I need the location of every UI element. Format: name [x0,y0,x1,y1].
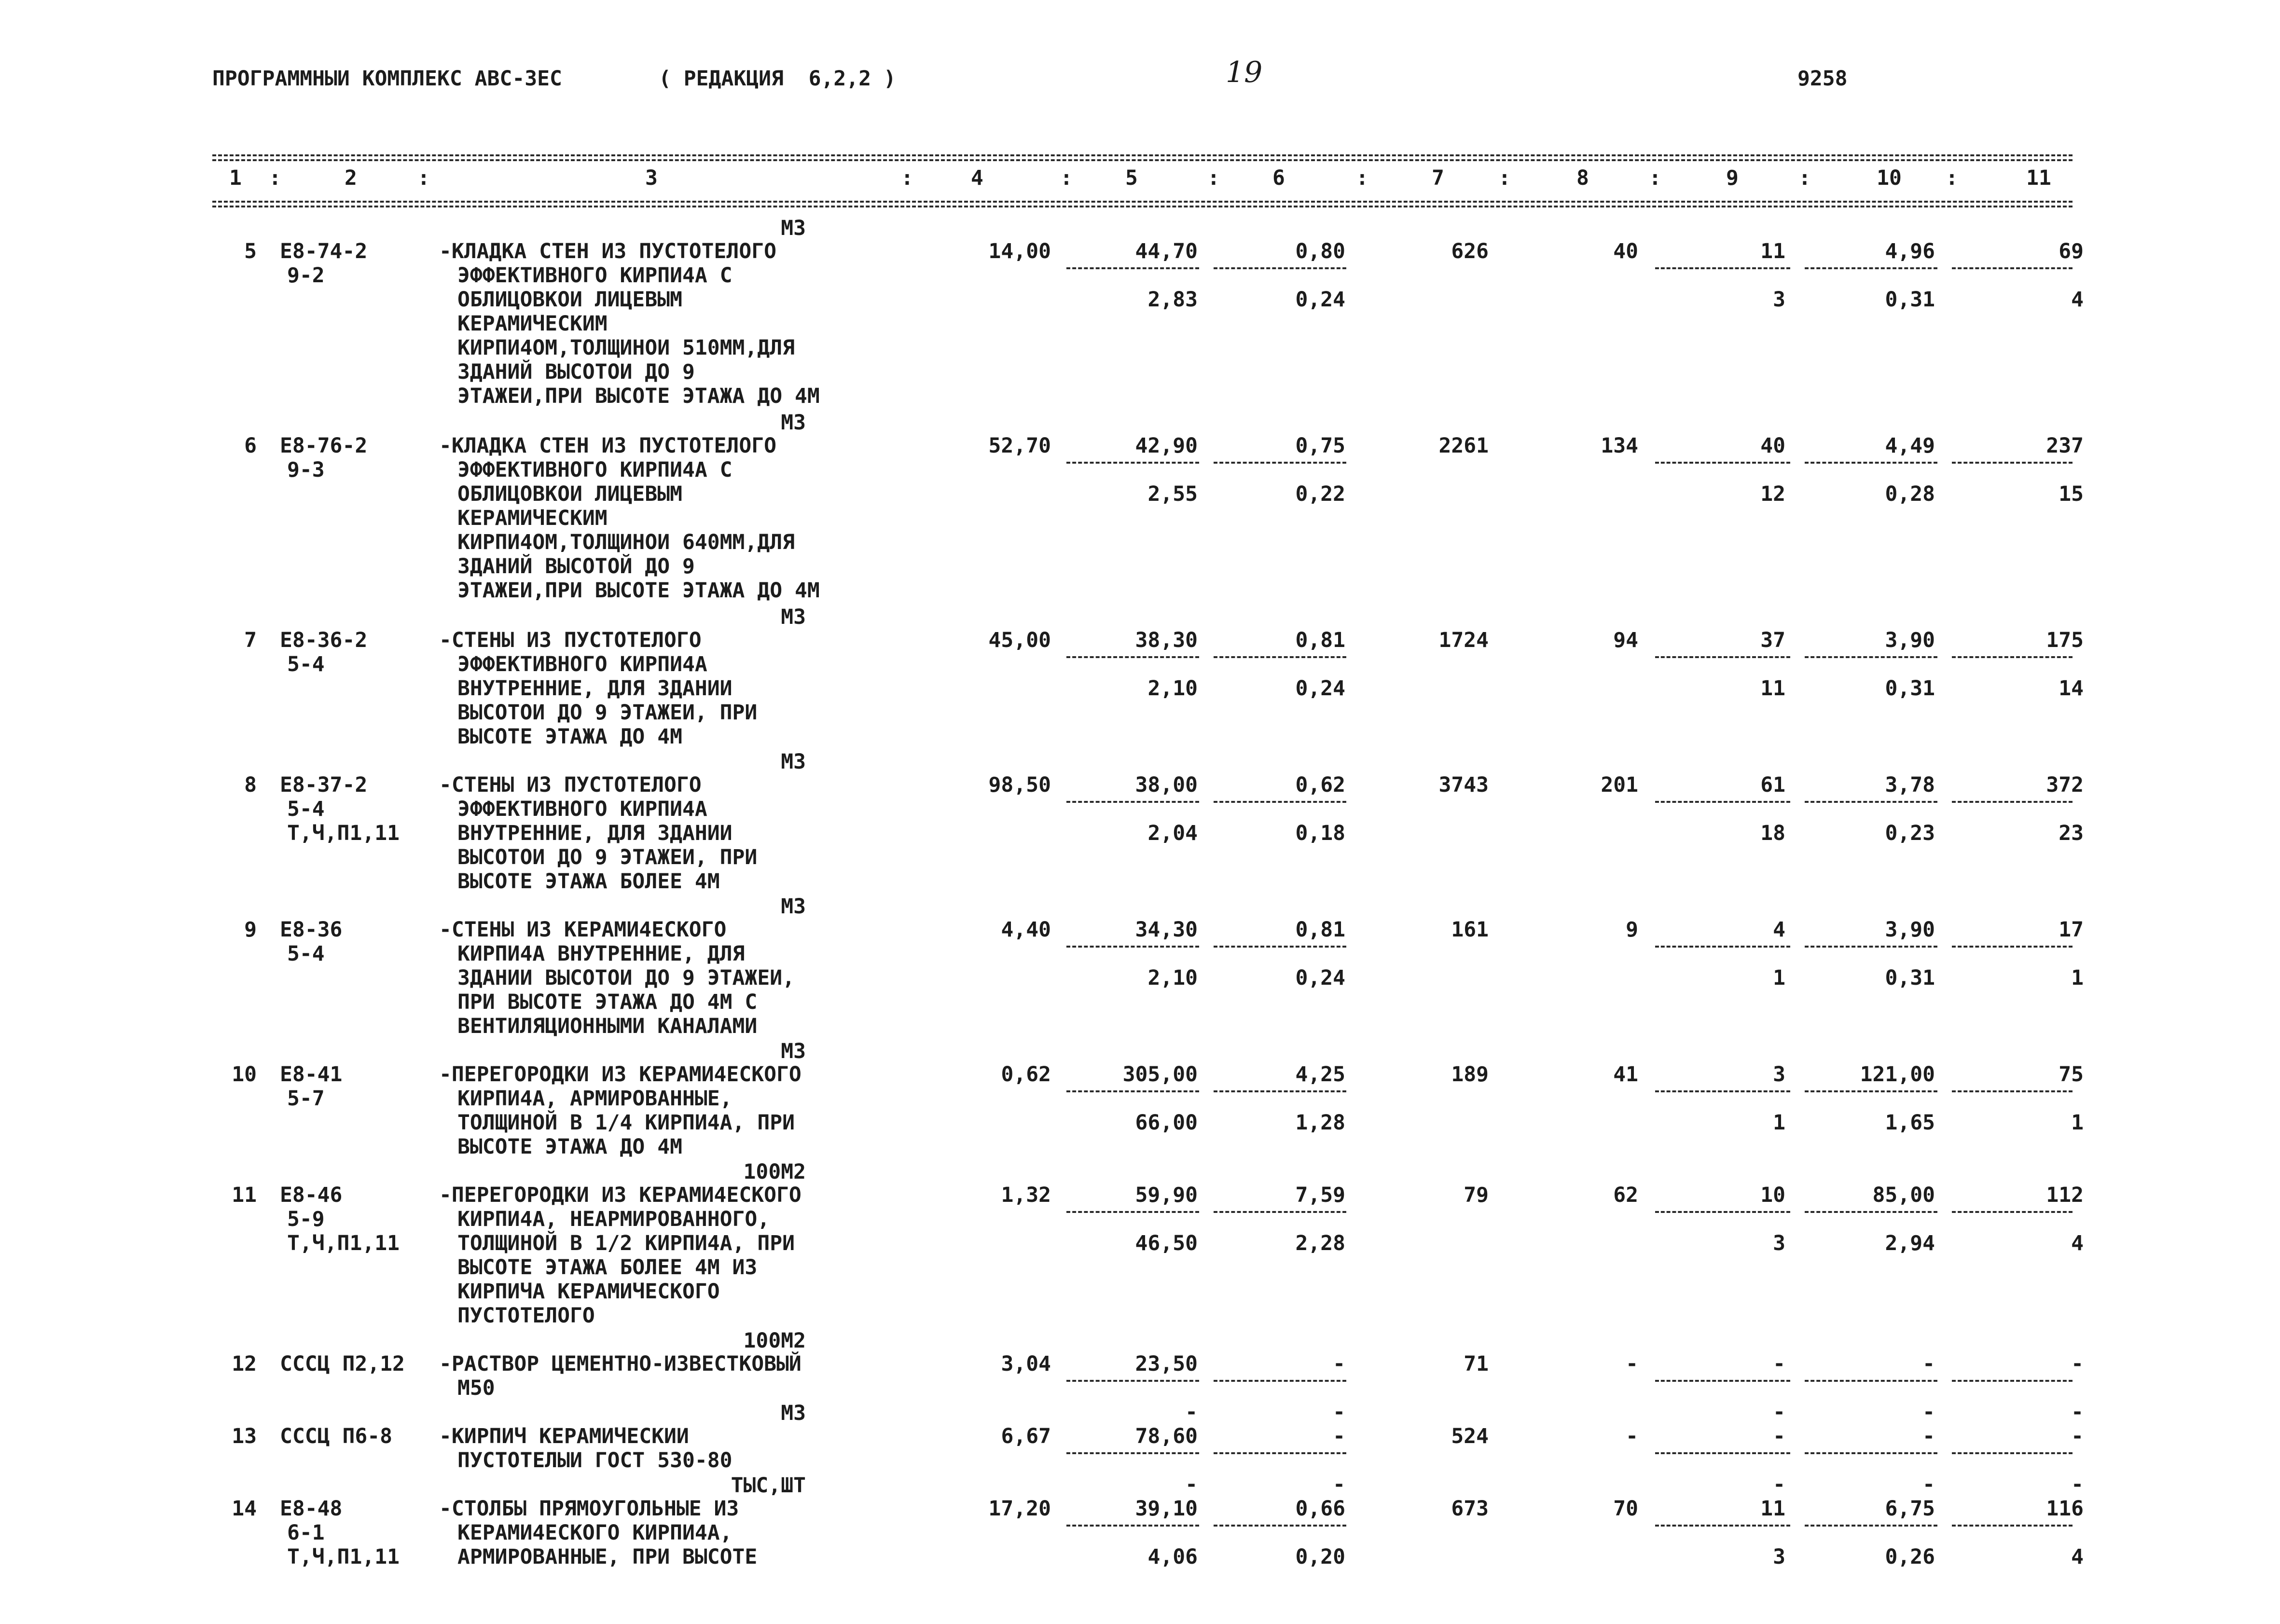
unit-price-sub-c6: - [1333,1400,1345,1424]
work-description: ЗДАНИЙ ВЫСОТОИ ДО 9 [457,360,695,384]
quantity-value: 3,04 [1001,1352,1051,1376]
fraction-line [1214,1211,1346,1213]
work-description: -СТЕНЫ ИЗ КЕРАМИ4ЕСКОГО [439,918,727,942]
column-separator: : [901,166,913,190]
wage-value: - [1626,1424,1638,1448]
document-code: 9258 [1797,67,1848,91]
work-description: -РАСТВОР ЦЕМЕНТНО-ИЗВЕСТКОВЫЙ [439,1352,801,1376]
unit-price-sub-c5: - [1185,1400,1198,1424]
row-number: 11 [232,1183,257,1207]
unit-price-c10: 4,96 [1885,239,1935,263]
unit-price-c10: 121,00 [1860,1062,1935,1087]
wage-value: 94 [1613,628,1638,652]
unit-price-sub-c10: 0,31 [1885,676,1935,701]
unit-label: 100М2 [743,1160,806,1184]
column-header-8: 8 [1576,166,1589,190]
unit-price-sub-c10: 0,31 [1885,966,1935,990]
fraction-line [1214,1452,1346,1454]
unit-price-c11: 237 [2046,434,2084,458]
rate-code: Т,Ч,П1,11 [287,821,400,845]
fraction-line [1655,656,1790,658]
work-description: ВЫСОТЕ ЭТАЖА ДО 4М [457,1135,682,1159]
unit-price-sub-c9: 1 [1773,966,1785,990]
row-number: 8 [244,773,257,797]
quantity-value: 52,70 [988,434,1051,458]
unit-price-sub-c10: 0,23 [1885,821,1935,845]
fraction-line [1805,1452,1937,1454]
work-description: КИРПИ4ОМ,ТОЛЩИНОИ 510ММ,ДЛЯ [457,336,795,360]
fraction-line [1952,1090,2073,1092]
work-description: ЭФФЕКТИВНОГО КИРПИ4А [457,652,707,676]
work-description: КИРПИ4А, НЕАРМИРОВАННОГО, [457,1207,770,1231]
quantity-value: 98,50 [988,773,1051,797]
unit-price-c11: 75 [2059,1062,2084,1087]
unit-price-c11: 116 [2046,1497,2084,1521]
unit-price-sub-c6: 0,22 [1295,482,1345,506]
header-bottom-rule [212,201,2073,203]
quantity-value: 17,20 [988,1497,1051,1521]
unit-price-c9: - [1773,1424,1785,1448]
work-description: ВЫСОТЕ ЭТАЖА ДО 4М [457,725,682,749]
column-header-1: 1 [229,166,242,190]
quantity-value: 1,32 [1001,1183,1051,1207]
work-description: КЕРАМИЧЕСКИМ [457,312,608,336]
column-header-4: 4 [971,166,983,190]
unit-price-sub-c6: 0,18 [1295,821,1345,845]
unit-price-c6: 0,75 [1295,434,1345,458]
unit-price-c10: - [1922,1424,1935,1448]
work-description: -СТЕНЫ ИЗ ПУСТОТЕЛОГО [439,628,702,652]
work-description: ПУСТОТЕЛОГО [457,1304,595,1328]
unit-price-sub-c6: 0,24 [1295,676,1345,701]
unit-price-sub-c9: 12 [1760,482,1785,506]
wage-value: - [1626,1352,1638,1376]
unit-price-sub-c6: 1,28 [1295,1111,1345,1135]
unit-price-sub-c10: - [1922,1400,1935,1424]
work-description: АРМИРОВАННЫЕ, ПРИ ВЫСОТЕ [457,1545,758,1569]
unit-price-c9: 61 [1760,773,1785,797]
work-description: -ПЕРЕГОРОДКИ ИЗ КЕРАМИ4ЕСКОГО [439,1062,801,1087]
unit-price-sub-c9: - [1773,1473,1785,1497]
unit-price-c9: 37 [1760,628,1785,652]
unit-price-sub-c10: 0,26 [1885,1545,1935,1569]
handwritten-page-number: 19 [1226,55,1263,89]
fraction-line [1805,1211,1937,1213]
fraction-line [1066,801,1199,803]
unit-price-c6: 0,81 [1295,918,1345,942]
work-description: ТОЛЩИНОЙ В 1/2 КИРПИ4А, ПРИ [457,1231,795,1255]
work-description: КИРПИЧА КЕРАМИЧЕСКОГО [457,1280,720,1304]
fraction-line [1066,462,1199,464]
program-title: ПРОГРАММНЫИ КОМПЛЕКС АВС-3ЕС [212,67,562,91]
unit-price-sub-c10: 1,65 [1885,1111,1935,1135]
fraction-line [1066,1452,1199,1454]
unit-price-sub-c5: 66,00 [1135,1111,1198,1135]
unit-price-sub-c5: 2,10 [1147,676,1198,701]
fraction-line [1214,801,1346,803]
unit-price-sub-c11: 4 [2071,288,2084,312]
rate-code: Е8-74-2 [280,239,368,263]
unit-price-sub-c9: - [1773,1400,1785,1424]
unit-price-c6: 7,59 [1295,1183,1345,1207]
fraction-line [1805,1380,1937,1382]
fraction-line [1066,946,1199,948]
total-value: 189 [1451,1062,1489,1087]
work-description: -КИРПИЧ КЕРАМИЧЕСКИИ [439,1424,689,1448]
work-description: КИРПИ4А, АРМИРОВАННЫЕ, [457,1087,732,1111]
rate-code: СССЦ П2,12 [280,1352,405,1376]
work-description: -СТЕНЫ ИЗ ПУСТОТЕЛОГО [439,773,702,797]
work-description: ОБЛИЦОВКОИ ЛИЦЕВЫМ [457,288,682,312]
work-description: ОБЛИЦОВКОИ ЛИЦЕВЫМ [457,482,682,506]
fraction-line [1805,801,1937,803]
fraction-line [1952,1380,2073,1382]
fraction-line [1214,1380,1346,1382]
fraction-line [1066,267,1199,269]
work-description: -СТОЛБЫ ПРЯМОУГОЛЬНЫЕ ИЗ [439,1497,739,1521]
total-value: 2261 [1438,434,1489,458]
row-number: 10 [232,1062,257,1087]
unit-price-sub-c5: 4,06 [1147,1545,1198,1569]
unit-price-sub-c11: 4 [2071,1231,2084,1255]
unit-price-sub-c10: 0,28 [1885,482,1935,506]
unit-price-sub-c9: 3 [1773,1545,1785,1569]
unit-price-sub-c5: 2,04 [1147,821,1198,845]
row-number: 7 [244,628,257,652]
fraction-line [1066,1525,1199,1527]
unit-price-c9: 40 [1760,434,1785,458]
work-description: ВНУТРЕННИЕ, ДЛЯ ЗДАНИИ [457,676,732,701]
unit-price-sub-c5: 2,83 [1147,288,1198,312]
rate-code: Т,Ч,П1,11 [287,1231,400,1255]
unit-price-sub-c6: 2,28 [1295,1231,1345,1255]
unit-price-c5: 44,70 [1135,239,1198,263]
rate-code: Е8-36 [280,918,343,942]
unit-price-c9: 11 [1760,1497,1785,1521]
total-value: 1724 [1438,628,1489,652]
work-description: ВЫСОТОИ ДО 9 ЭТАЖЕИ, ПРИ [457,701,758,725]
column-separator: : [1498,166,1511,190]
rate-code: Е8-76-2 [280,434,368,458]
rate-code: 5-4 [287,942,325,966]
unit-label: М3 [781,1401,806,1425]
column-separator: : [1946,166,1958,190]
fraction-line [1066,1380,1199,1382]
unit-price-sub-c11: 1 [2071,966,2084,990]
unit-price-sub-c5: - [1185,1473,1198,1497]
column-separator: : [1207,166,1220,190]
fraction-line [1655,1380,1790,1382]
work-description: ЭФФЕКТИВНОГО КИРПИ4А С [457,263,732,288]
wage-value: 134 [1601,434,1638,458]
total-value: 673 [1451,1497,1489,1521]
unit-price-c11: - [2071,1352,2084,1376]
work-description: КИРПИ4А ВНУТРЕННИЕ, ДЛЯ [457,942,745,966]
rate-code: 5-4 [287,652,325,676]
unit-price-sub-c10: - [1922,1473,1935,1497]
unit-price-c10: 4,49 [1885,434,1935,458]
rate-code: Е8-37-2 [280,773,368,797]
fraction-line [1805,1525,1937,1527]
unit-price-sub-c9: 3 [1773,288,1785,312]
fraction-line [1066,1090,1199,1092]
unit-price-c6: - [1333,1424,1345,1448]
rate-code: Т,Ч,П1,11 [287,1545,400,1569]
unit-price-sub-c11: - [2071,1473,2084,1497]
unit-price-sub-c11: - [2071,1400,2084,1424]
work-description: КИРПИ4ОМ,ТОЛЩИНОИ 640ММ,ДЛЯ [457,530,795,554]
rate-code: 5-9 [287,1207,325,1231]
fraction-line [1952,801,2073,803]
work-description: ЭФФЕКТИВНОГО КИРПИ4А [457,797,707,821]
unit-label: М3 [781,750,806,774]
unit-price-c9: 3 [1773,1062,1785,1087]
work-description: ВЫСОТОИ ДО 9 ЭТАЖЕИ, ПРИ [457,845,758,869]
unit-price-sub-c11: 15 [2059,482,2084,506]
unit-label: М3 [781,411,806,435]
quantity-value: 0,62 [1001,1062,1051,1087]
fraction-line [1655,462,1790,464]
fraction-line [1952,1211,2073,1213]
unit-price-sub-c11: 14 [2059,676,2084,701]
column-header-9: 9 [1726,166,1739,190]
total-value: 79 [1464,1183,1489,1207]
unit-price-c6: 0,81 [1295,628,1345,652]
fraction-line [1952,1525,2073,1527]
rate-code: 6-1 [287,1521,325,1545]
row-number: 9 [244,918,257,942]
fraction-line [1805,946,1937,948]
unit-label: М3 [781,1039,806,1063]
unit-price-sub-c11: 1 [2071,1111,2084,1135]
total-value: 3743 [1438,773,1489,797]
unit-price-c10: 6,75 [1885,1497,1935,1521]
work-description: -КЛАДКА СТЕН ИЗ ПУСТОТЕЛОГО [439,434,776,458]
table-top-rule-2 [212,159,2073,161]
row-number: 6 [244,434,257,458]
work-description: М50 [457,1376,495,1400]
fraction-line [1655,801,1790,803]
fraction-line [1655,267,1790,269]
unit-price-sub-c10: 0,31 [1885,288,1935,312]
unit-price-c5: 39,10 [1135,1497,1198,1521]
unit-price-c6: - [1333,1352,1345,1376]
unit-label: М3 [781,216,806,240]
unit-price-sub-c11: 4 [2071,1545,2084,1569]
fraction-line [1952,1452,2073,1454]
column-separator: : [269,166,281,190]
row-number: 12 [232,1352,257,1376]
fraction-line [1655,946,1790,948]
fraction-line [1655,1452,1790,1454]
rate-code: 9-2 [287,263,325,288]
wage-value: 9 [1626,918,1638,942]
unit-price-sub-c5: 2,55 [1147,482,1198,506]
column-separator: : [1356,166,1368,190]
unit-price-sub-c9: 18 [1760,821,1785,845]
table-top-rule [212,154,2073,156]
column-separator: : [1060,166,1073,190]
unit-price-c11: 17 [2059,918,2084,942]
unit-price-c10: 3,90 [1885,918,1935,942]
column-header-5: 5 [1125,166,1138,190]
row-number: 13 [232,1424,257,1448]
work-description: ЗДАНИЙ ВЫСОТОЙ ДО 9 [457,554,695,578]
unit-price-sub-c9: 1 [1773,1111,1785,1135]
unit-price-c6: 4,25 [1295,1062,1345,1087]
unit-price-c10: 85,00 [1872,1183,1935,1207]
fraction-line [1066,1211,1199,1213]
total-value: 524 [1451,1424,1489,1448]
fraction-line [1805,656,1937,658]
wage-value: 201 [1601,773,1638,797]
unit-label: ТЫС,ШТ [731,1473,806,1498]
quantity-value: 4,40 [1001,918,1051,942]
quantity-value: 14,00 [988,239,1051,263]
fraction-line [1805,1090,1937,1092]
rate-code: Е8-36-2 [280,628,368,652]
rate-code: Е8-46 [280,1183,343,1207]
unit-price-c5: 305,00 [1122,1062,1198,1087]
unit-price-c5: 42,90 [1135,434,1198,458]
work-description: ТОЛЩИНОЙ В 1/4 КИРПИ4А, ПРИ [457,1111,795,1135]
unit-price-sub-c11: 23 [2059,821,2084,845]
unit-price-c5: 38,00 [1135,773,1198,797]
header-bottom-rule-2 [212,206,2073,207]
unit-price-sub-c9: 3 [1773,1231,1785,1255]
column-header-10: 10 [1877,166,1902,190]
fraction-line [1655,1211,1790,1213]
unit-price-sub-c6: 0,24 [1295,966,1345,990]
fraction-line [1214,1090,1346,1092]
rate-code: 5-4 [287,797,325,821]
unit-price-c10: 3,78 [1885,773,1935,797]
unit-price-c5: 38,30 [1135,628,1198,652]
column-header-7: 7 [1432,166,1444,190]
work-description: -КЛАДКА СТЕН ИЗ ПУСТОТЕЛОГО [439,239,776,263]
work-description: ПУСТОТЕЛЫИ ГОСТ 530-80 [457,1448,732,1473]
unit-label: М3 [781,605,806,629]
work-description: ВЫСОТЕ ЭТАЖА БОЛЕЕ 4М [457,869,720,894]
quantity-value: 45,00 [988,628,1051,652]
fraction-line [1805,267,1937,269]
fraction-line [1655,1525,1790,1527]
unit-price-c11: 112 [2046,1183,2084,1207]
column-header-11: 11 [2026,166,2051,190]
fraction-line [1066,656,1199,658]
unit-price-c11: 372 [2046,773,2084,797]
unit-price-c9: - [1773,1352,1785,1376]
unit-label: М3 [781,895,806,919]
work-description: ВЫСОТЕ ЭТАЖА БОЛЕЕ 4М ИЗ [457,1255,758,1280]
fraction-line [1214,946,1346,948]
work-description: ЭТАЖЕИ,ПРИ ВЫСОТЕ ЭТАЖА ДО 4М [457,578,820,603]
column-separator: : [417,166,430,190]
wage-value: 62 [1613,1183,1638,1207]
fraction-line [1952,462,2073,464]
fraction-line [1952,656,2073,658]
column-header-2: 2 [345,166,357,190]
wage-value: 41 [1613,1062,1638,1087]
work-description: ВНУТРЕННИЕ, ДЛЯ ЗДАНИИ [457,821,732,845]
unit-price-c11: 69 [2059,239,2084,263]
fraction-line [1214,462,1346,464]
fraction-line [1952,946,2073,948]
unit-price-sub-c5: 2,10 [1147,966,1198,990]
unit-price-c6: 0,80 [1295,239,1345,263]
unit-price-c9: 4 [1773,918,1785,942]
edition-label: ( РЕДАКЦИЯ 6,2,2 ) [659,67,896,91]
unit-price-c6: 0,62 [1295,773,1345,797]
work-description: ЗДАНИИ ВЫСОТОИ ДО 9 ЭТАЖЕИ, [457,966,795,990]
unit-price-c10: 3,90 [1885,628,1935,652]
wage-value: 70 [1613,1497,1638,1521]
row-number: 14 [232,1497,257,1521]
unit-price-sub-c6: - [1333,1473,1345,1497]
unit-price-c6: 0,66 [1295,1497,1345,1521]
fraction-line [1214,267,1346,269]
fraction-line [1214,1525,1346,1527]
total-value: 626 [1451,239,1489,263]
wage-value: 40 [1613,239,1638,263]
rate-code: 5-7 [287,1087,325,1111]
work-description: ВЕНТИЛЯЦИОННЫМИ КАНАЛАМИ [457,1014,758,1038]
work-description: -ПЕРЕГОРОДКИ ИЗ КЕРАМИ4ЕСКОГО [439,1183,801,1207]
work-description: КЕРАМИ4ЕСКОГО КИРПИ4А, [457,1521,732,1545]
rate-code: Е8-41 [280,1062,343,1087]
unit-price-c11: 175 [2046,628,2084,652]
unit-price-sub-c10: 2,94 [1885,1231,1935,1255]
quantity-value: 6,67 [1001,1424,1051,1448]
unit-price-c10: - [1922,1352,1935,1376]
fraction-line [1214,656,1346,658]
rate-code: СССЦ П6-8 [280,1424,392,1448]
unit-price-sub-c5: 46,50 [1135,1231,1198,1255]
work-description: ЭТАЖЕИ,ПРИ ВЫСОТЕ ЭТАЖА ДО 4М [457,384,820,408]
unit-price-c5: 23,50 [1135,1352,1198,1376]
column-separator: : [1798,166,1811,190]
unit-price-sub-c6: 0,20 [1295,1545,1345,1569]
column-header-6: 6 [1272,166,1285,190]
fraction-line [1952,267,2073,269]
unit-price-c5: 78,60 [1135,1424,1198,1448]
column-separator: : [1649,166,1661,190]
work-description: ЭФФЕКТИВНОГО КИРПИ4А С [457,458,732,482]
unit-price-sub-c9: 11 [1760,676,1785,701]
rate-code: 9-3 [287,458,325,482]
unit-price-c9: 11 [1760,239,1785,263]
total-value: 161 [1451,918,1489,942]
total-value: 71 [1464,1352,1489,1376]
unit-price-c11: - [2071,1424,2084,1448]
unit-price-c5: 34,30 [1135,918,1198,942]
work-description: ПРИ ВЫСОТЕ ЭТАЖА ДО 4М С [457,990,758,1014]
rate-code: Е8-48 [280,1497,343,1521]
unit-price-c5: 59,90 [1135,1183,1198,1207]
work-description: КЕРАМИЧЕСКИМ [457,506,608,530]
unit-price-sub-c6: 0,24 [1295,288,1345,312]
unit-price-c9: 10 [1760,1183,1785,1207]
fraction-line [1805,462,1937,464]
unit-label: 100М2 [743,1329,806,1353]
column-header-3: 3 [645,166,658,190]
fraction-line [1655,1090,1790,1092]
row-number: 5 [244,239,257,263]
